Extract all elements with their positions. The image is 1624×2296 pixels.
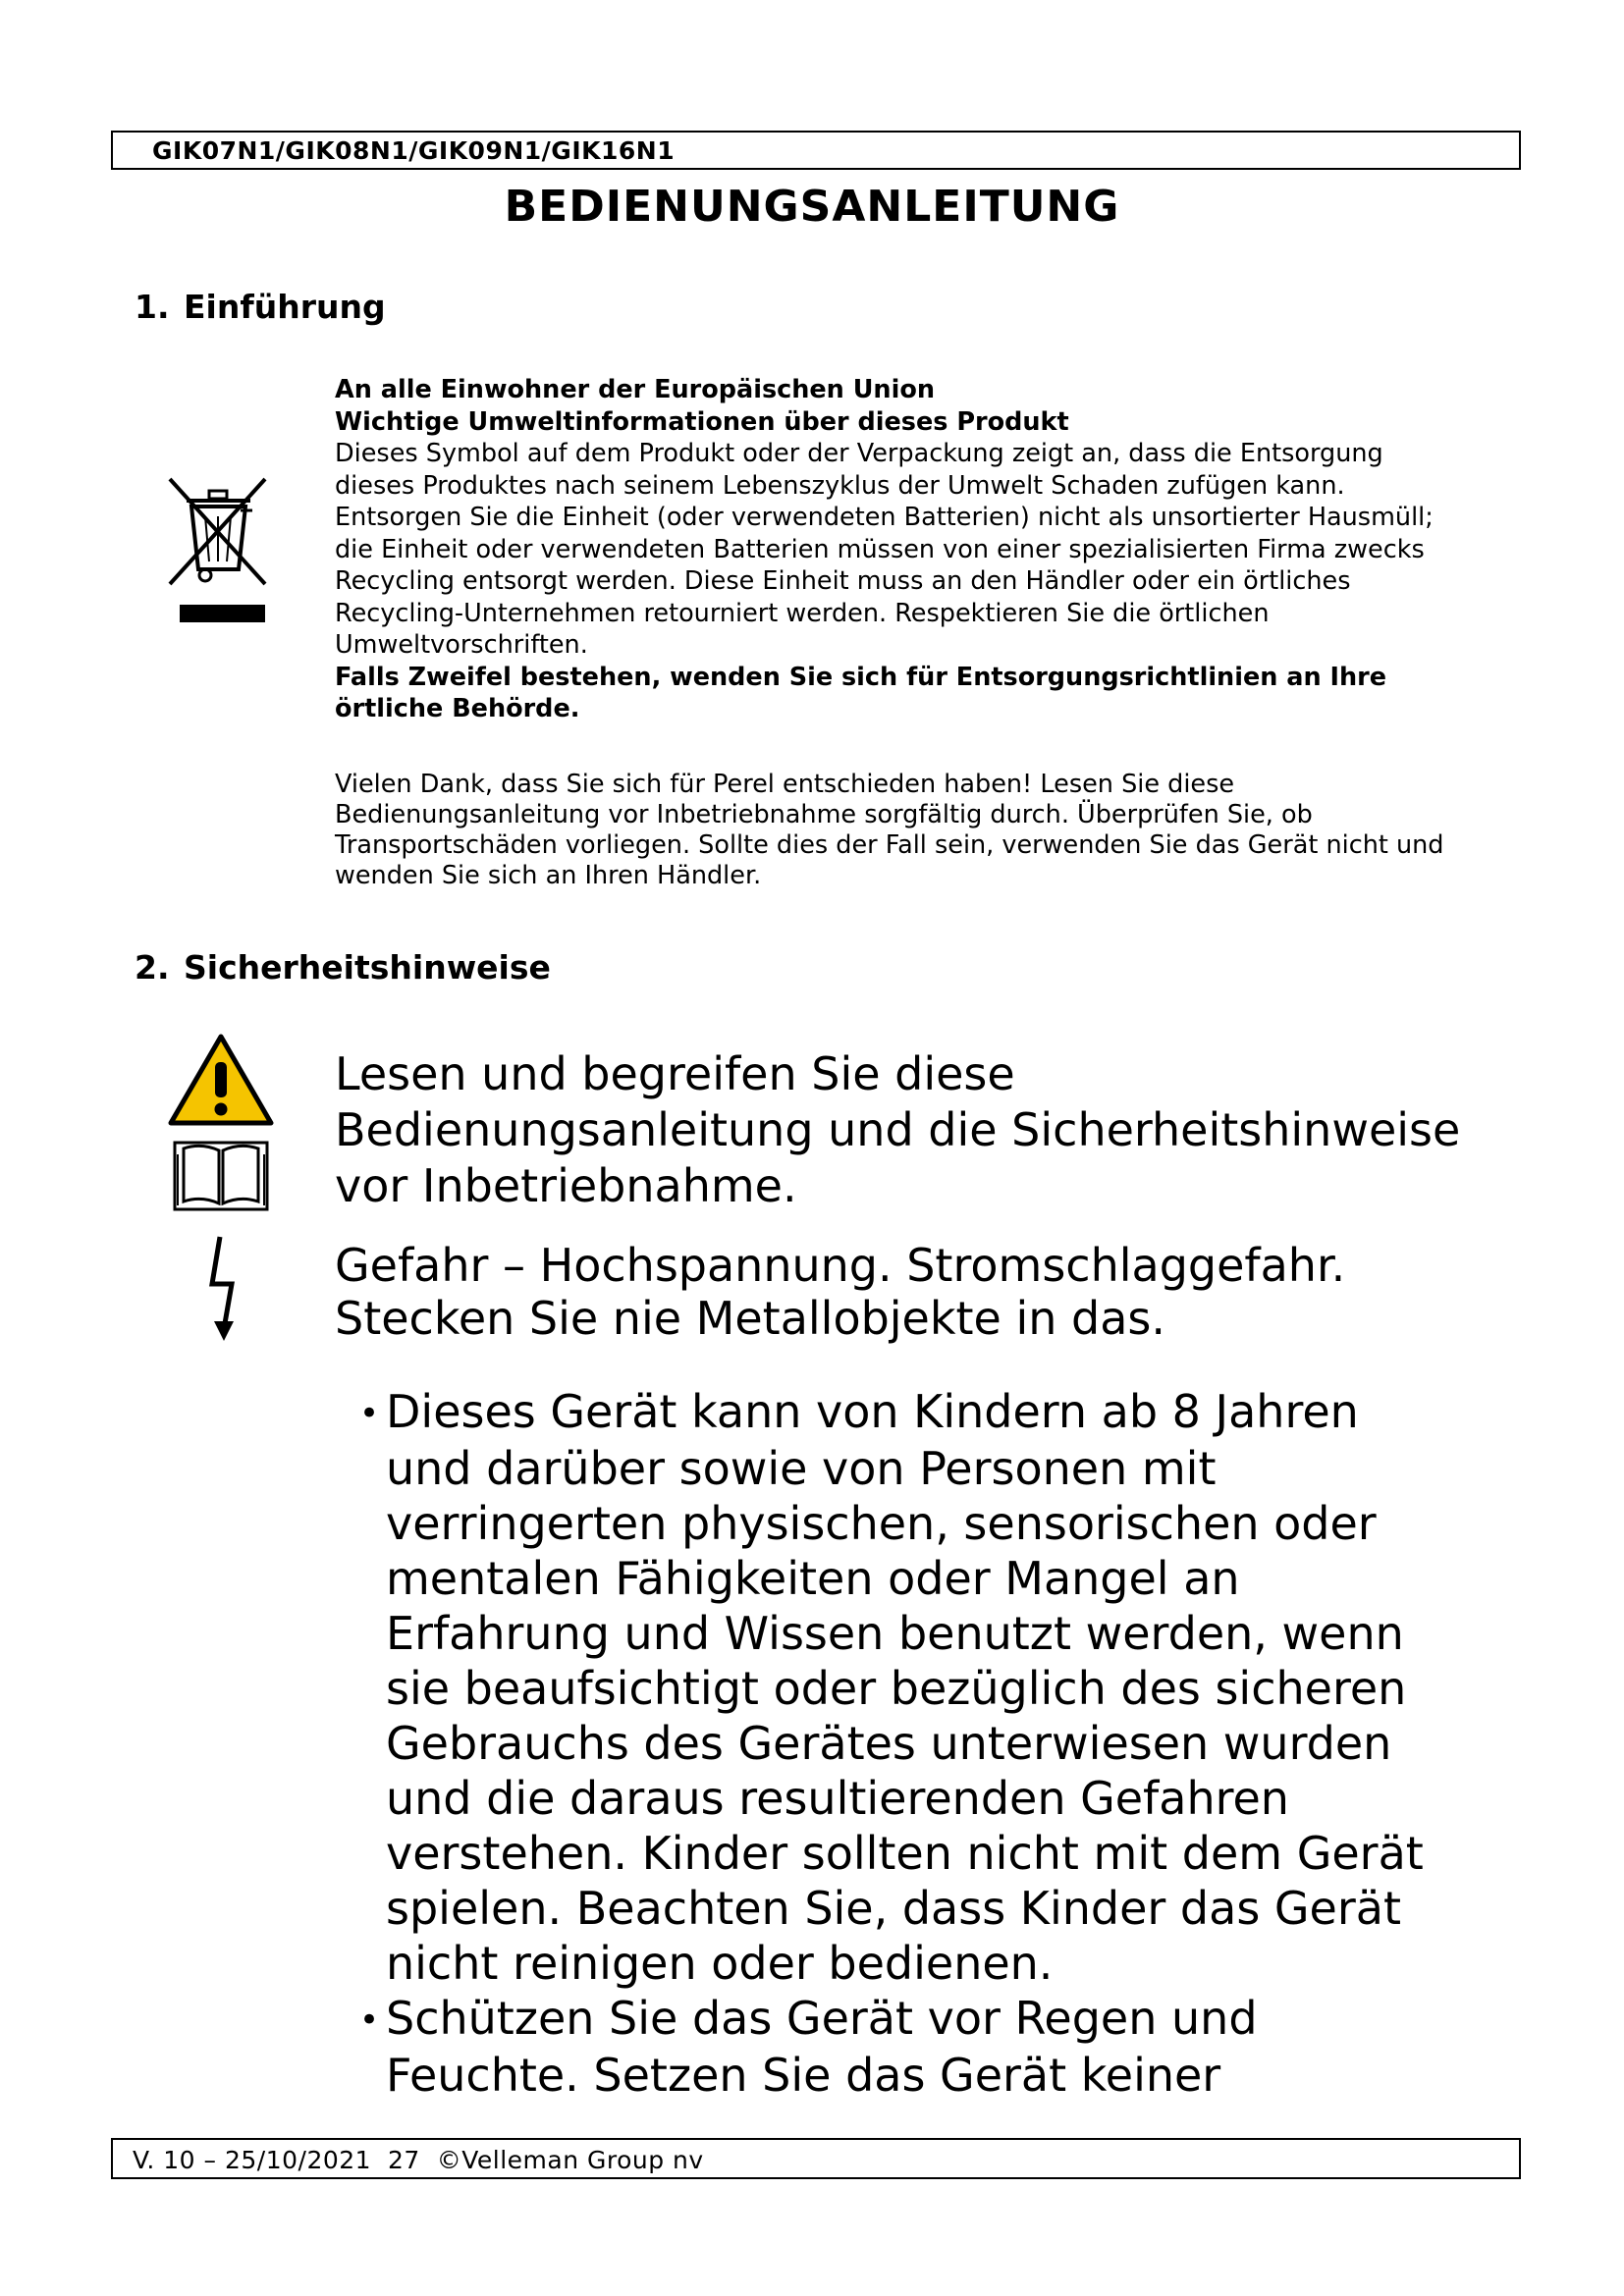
high-voltage-warning xyxy=(335,1239,1552,1345)
section-title: Einführung xyxy=(184,288,386,326)
notice-bold-line: örtliche Behörde. xyxy=(335,694,580,723)
notice-heading-environment: Wichtige Umweltinformationen über dieses Produkt xyxy=(335,406,1069,437)
weee-notice xyxy=(335,374,1513,725)
bullet-line: nicht reinigen oder bedienen. xyxy=(386,1937,1054,1990)
header-models: GIK07N1/GIK08N1/GIK09N1/GIK16N1 xyxy=(152,136,676,165)
lightning-bolt-icon xyxy=(206,1235,244,1349)
bullet-marker: • xyxy=(359,2001,380,2040)
bullet-item-children xyxy=(332,1384,1549,1991)
section-number: 2. xyxy=(135,948,170,987)
notice-line: Recycling-Unternehmen retourniert werden. Respektieren Sie die örtlichen xyxy=(335,598,1270,628)
bullet-line: und darüber sowie von Personen mit xyxy=(386,1442,1217,1495)
document-title: BEDIENUNGSANLEITUNG xyxy=(504,182,1120,232)
instruction-line: Bedienungsanleitung und die Sicherheitshinweise xyxy=(335,1103,1461,1156)
bullet-line: und die daraus resultierenden Gefahren xyxy=(386,1772,1289,1825)
notice-line: Dieses Symbol auf dem Produkt oder der Verpackung zeigt an, dass die Entsorgung xyxy=(335,439,1383,468)
bullet-line: Feuchte. Setzen Sie das Gerät keiner xyxy=(386,2049,1221,2102)
footer-page-number: 27 xyxy=(387,2146,420,2174)
bullet-line: Gebrauchs des Gerätes unterwiesen wurden xyxy=(386,1717,1392,1770)
bullet-line: Erfahrung und Wissen benutzt werden, wenn xyxy=(386,1607,1404,1660)
section-number: 1. xyxy=(135,288,170,326)
notice-line: Recycling entsorgt werden. Diese Einheit muss an den Händler oder ein örtliches xyxy=(335,566,1351,596)
bullet-line: Schützen Sie das Gerät vor Regen und xyxy=(386,1992,1258,2045)
instruction-line: Lesen und begreifen Sie diese xyxy=(335,1047,1015,1100)
thanks-line: Bedienungsanleitung vor Inbetriebnahme sorgfältig durch. Überprüfen Sie, ob xyxy=(335,800,1313,829)
safety-bullet-list xyxy=(332,1384,1549,2103)
notice-bold-line: Falls Zweifel bestehen, wenden Sie sich für Entsorgungsrichtlinien an Ihre xyxy=(335,662,1387,692)
warning-line: Stecken Sie nie Metallobjekte in das. xyxy=(335,1292,1165,1345)
bullet-line: Dieses Gerät kann von Kindern ab 8 Jahren xyxy=(386,1385,1359,1438)
notice-heading-eu: An alle Einwohner der Europäischen Union xyxy=(335,375,935,404)
bullet-line: sie beaufsichtigt oder bezüglich des sicheren xyxy=(386,1662,1407,1715)
thanks-line: wenden Sie sich an Ihren Händler. xyxy=(335,861,762,890)
notice-line: die Einheit oder verwendeten Batterien müssen von einer spezialisierten Firma zwecks xyxy=(335,534,1425,564)
read-manual-instruction xyxy=(335,1046,1552,1214)
weee-bin-icon xyxy=(162,471,275,632)
bullet-item-moisture xyxy=(332,1991,1549,2103)
bullet-line: verringerten physischen, sensorischen oder xyxy=(386,1497,1377,1550)
section-heading-safety xyxy=(135,948,551,987)
section-title: Sicherheitshinweise xyxy=(184,948,551,987)
bullet-line: mentalen Fähigkeiten oder Mangel an xyxy=(386,1552,1240,1605)
bullet-marker: • xyxy=(359,1394,380,1433)
notice-line: Umweltvorschriften. xyxy=(335,630,588,660)
bullet-line: verstehen. Kinder sollten nicht mit dem Gerät xyxy=(386,1827,1424,1880)
footer-box xyxy=(111,2138,1521,2179)
header-box xyxy=(111,131,1521,170)
thanks-line: Vielen Dank, dass Sie sich für Perel entschieden haben! Lesen Sie diese xyxy=(335,770,1235,799)
thanks-line: Transportschäden vorliegen. Sollte dies der Fall sein, verwenden Sie das Gerät nicht und xyxy=(335,830,1444,860)
notice-line: Entsorgen Sie die Einheit (oder verwendeten Batterien) nicht als unsortierter Hausmüll; xyxy=(335,503,1434,532)
footer-text xyxy=(133,2146,704,2174)
open-book-icon xyxy=(172,1135,270,1217)
section-heading-introduction xyxy=(135,288,386,326)
warning-triangle-icon xyxy=(167,1033,275,1131)
instruction-line: vor Inbetriebnahme. xyxy=(335,1159,797,1212)
notice-line: dieses Produktes nach seinem Lebenszyklus der Umwelt Schaden zufügen kann. xyxy=(335,470,1345,501)
footer-version: V. 10 – 25/10/2021 xyxy=(133,2146,372,2174)
footer-copyright: ©Velleman Group nv xyxy=(436,2146,704,2174)
warning-line: Gefahr – Hochspannung. Stromschlaggefahr. xyxy=(335,1239,1346,1292)
bullet-line: spielen. Beachten Sie, dass Kinder das Gerät xyxy=(386,1882,1401,1935)
thank-you-paragraph xyxy=(335,770,1513,891)
